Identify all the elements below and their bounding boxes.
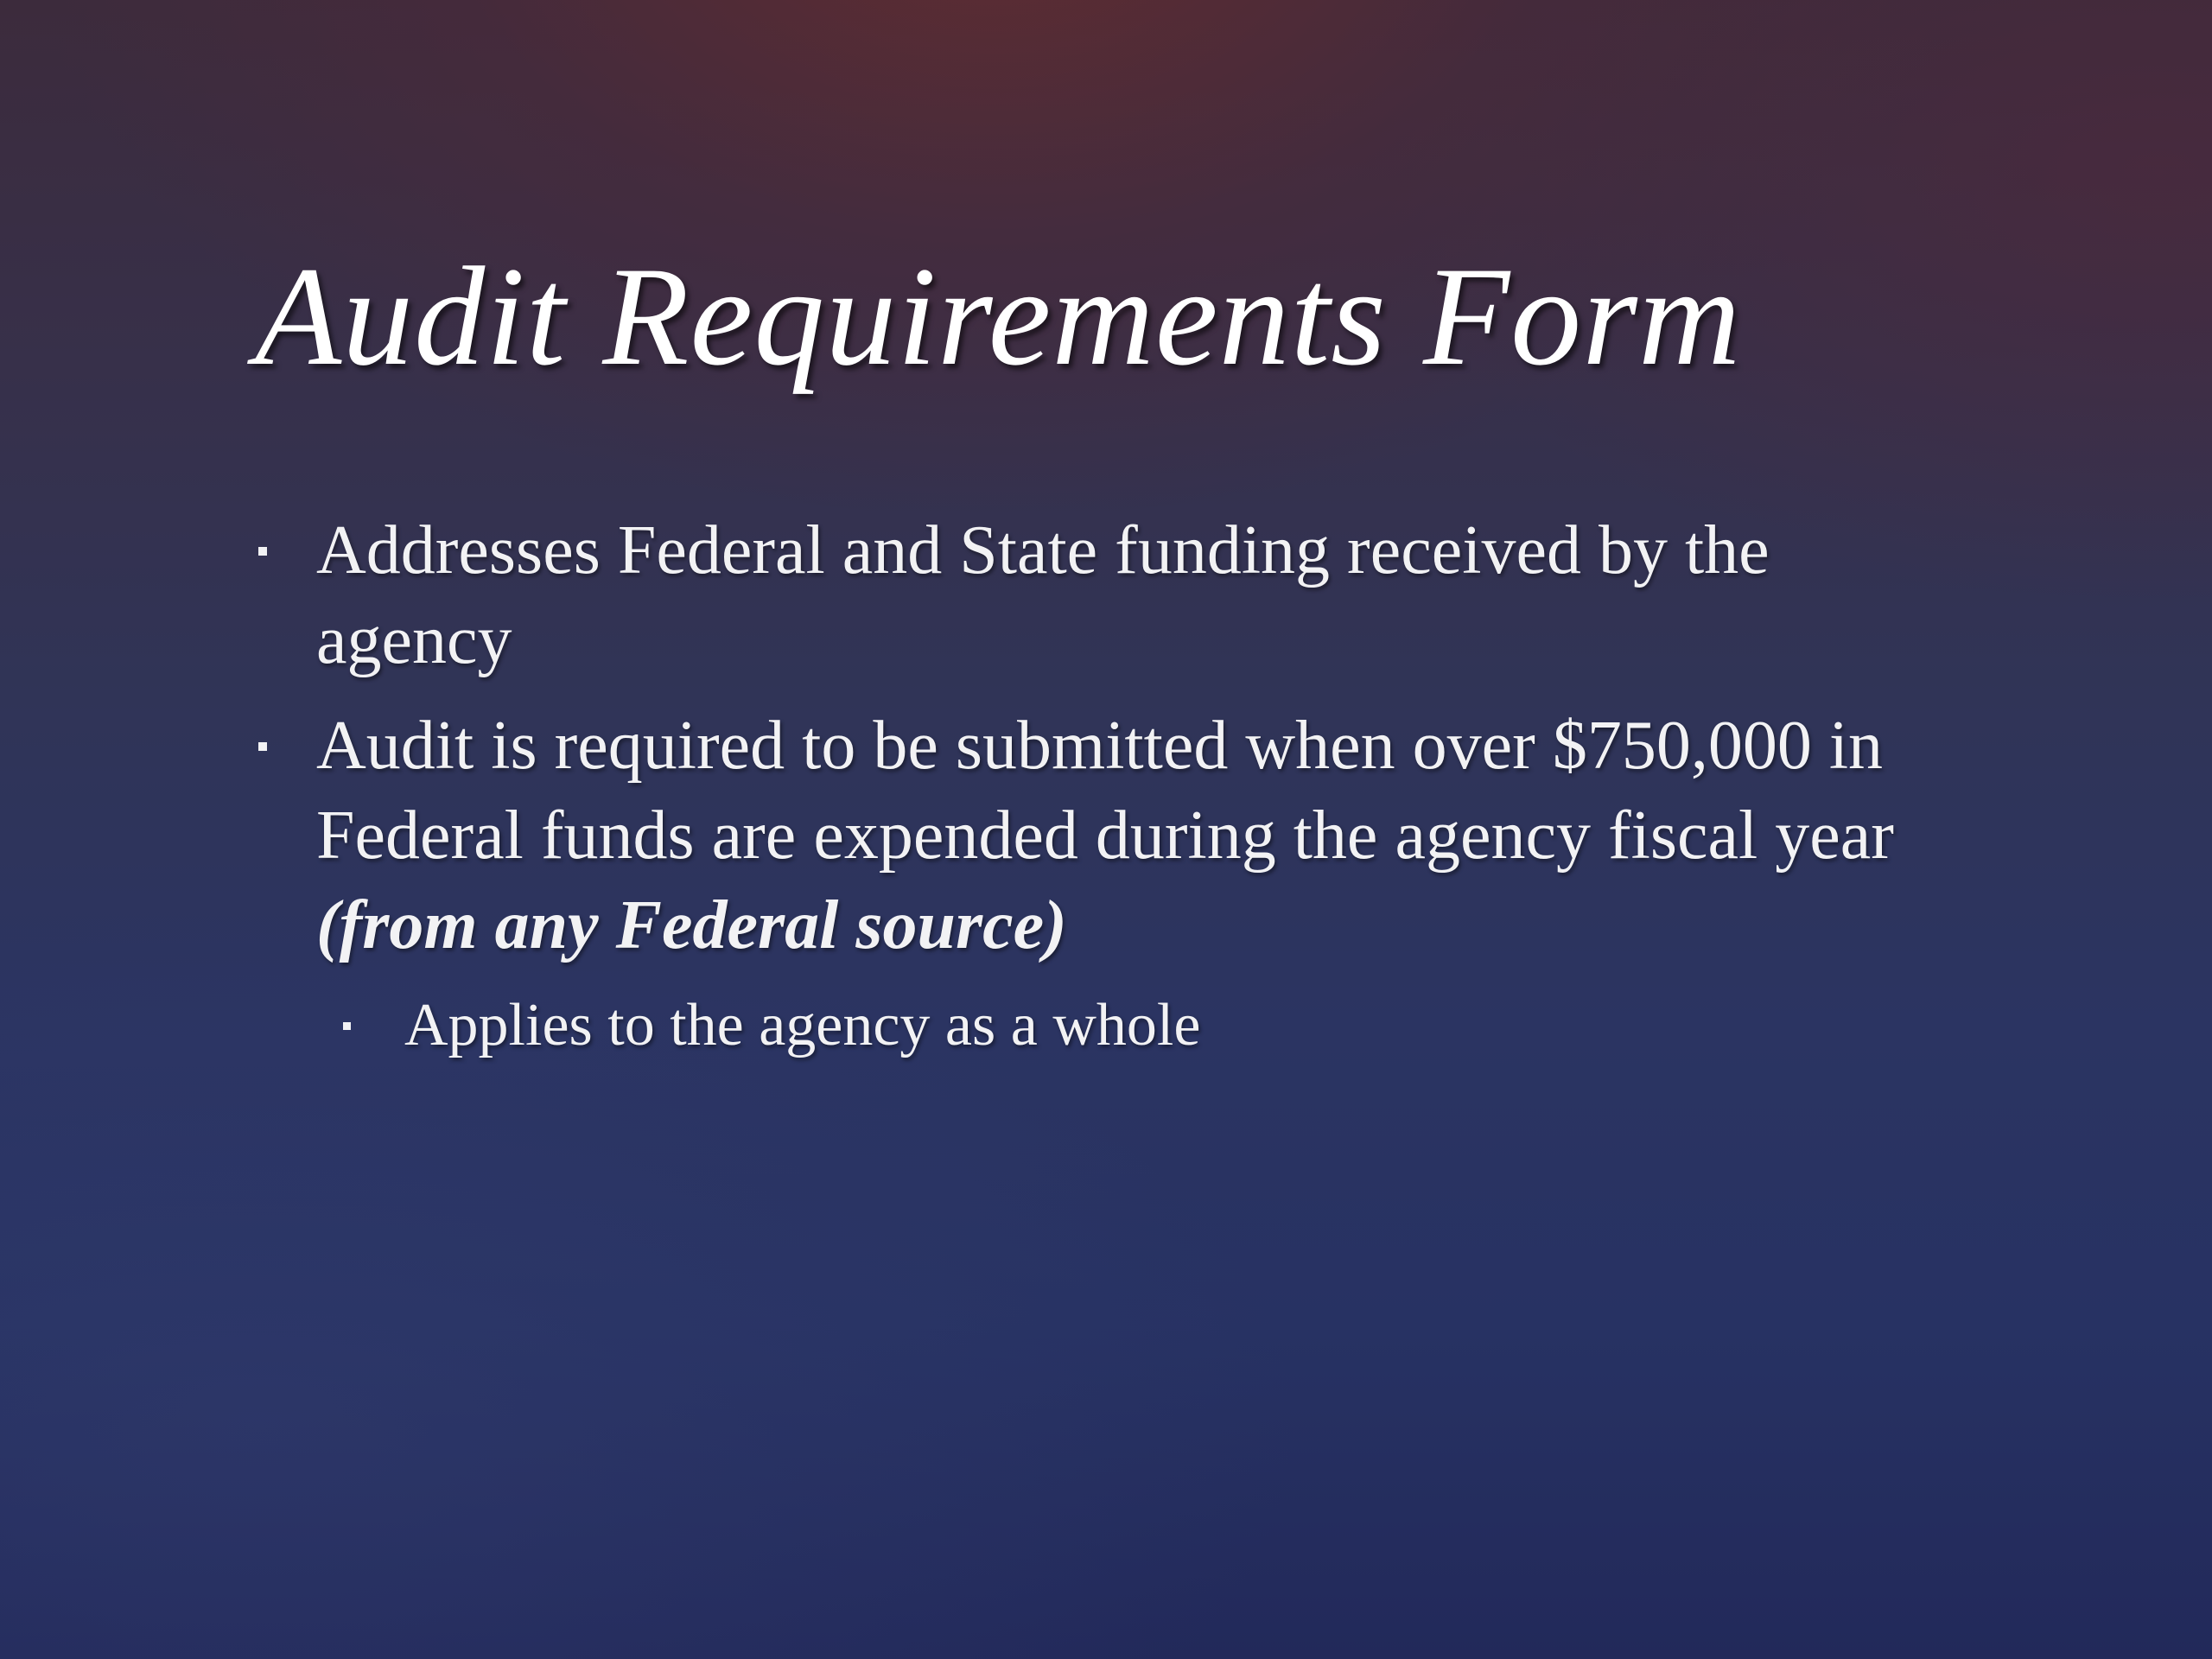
square-bullet-icon (343, 1022, 351, 1030)
square-bullet-icon (258, 742, 267, 751)
slide-title: Audit Requirements Form (255, 238, 1742, 395)
sub-bullet-text: Applies to the agency as a whole (404, 992, 1201, 1058)
square-bullet-icon (258, 547, 267, 556)
sub-bullet-item (251, 982, 1979, 1069)
bullet-text: Addresses Federal and State funding received by the agency (316, 512, 1770, 678)
slide-body (251, 505, 1979, 1069)
bullet-item (251, 701, 1979, 970)
bullet-item (251, 505, 1979, 685)
bullet-text: Audit is required to be submitted when over $750,000 in Federal funds are expended during the agency fiscal year (316, 708, 1894, 874)
bullet-emphasis-text: (from any Federal source) (316, 887, 1067, 963)
